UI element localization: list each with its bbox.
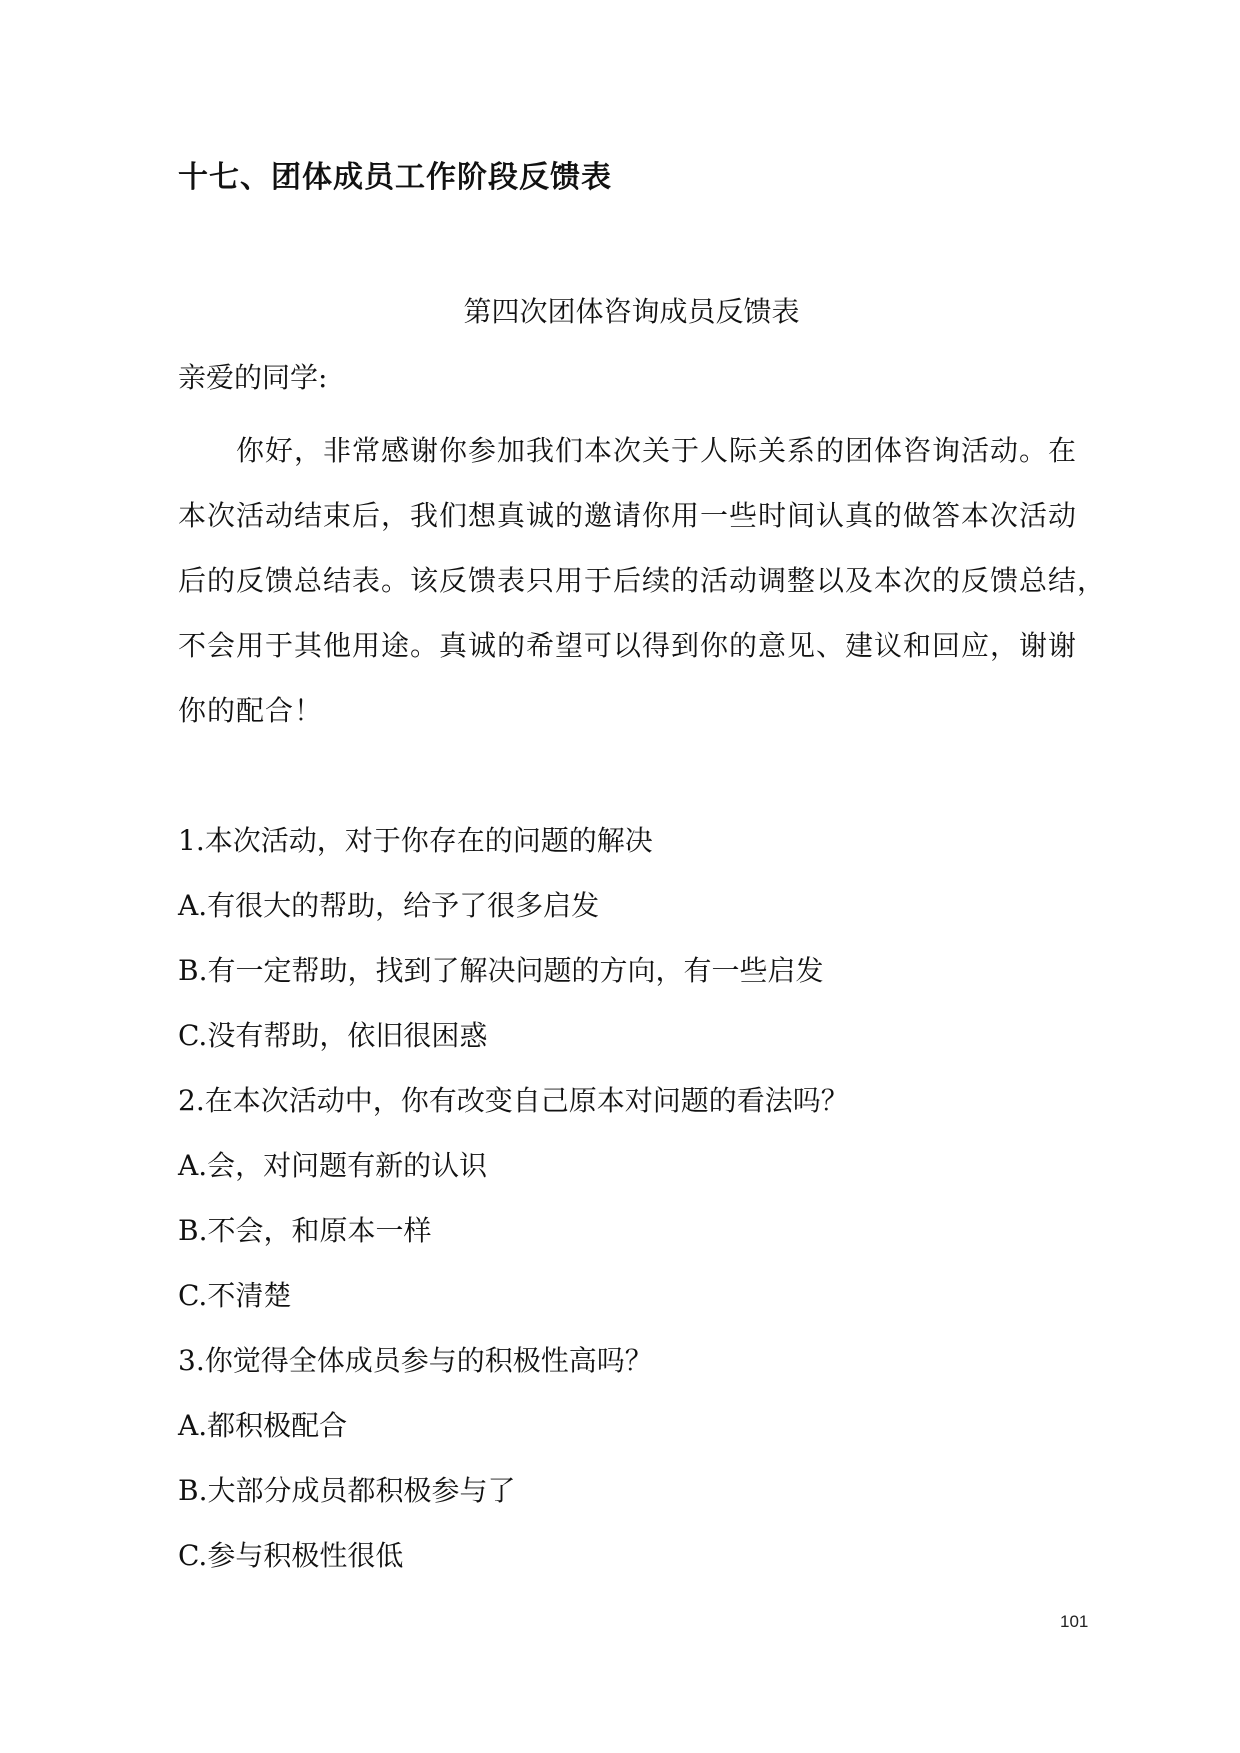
answer-option: A.都积极配合 [178,1409,348,1442]
answer-option: A.有很大的帮助，给予了很多启发 [178,889,600,922]
answer-option: C.没有帮助，依旧很困惑 [178,1019,488,1052]
question-item [178,1068,1085,1328]
question-list [178,808,1085,1588]
salutation: 亲爱的同学: [178,361,328,394]
answer-option: A.会，对问题有新的认识 [178,1149,488,1182]
intro-line: 后的反馈总结表。该反馈表只用于后续的活动调整以及本次的反馈总结， [178,564,1107,597]
question-item [178,1328,1085,1588]
question-item [178,808,1085,1068]
intro-line: 本次活动结束后，我们想真诚的邀请你用一些时间认真的做答本次活动 [178,499,1078,532]
answer-option: B.有一定帮助，找到了解决问题的方向，有一些启发 [178,954,824,987]
page-number: 101 [1060,1612,1089,1631]
question-text: 1.本次活动，对于你存在的问题的解决 [178,824,653,857]
section-heading: 十七、团体成员工作阶段反馈表 [178,160,612,195]
answer-option: C.不清楚 [178,1279,292,1312]
question-text: 2.在本次活动中，你有改变自己原本对问题的看法吗？ [178,1084,849,1117]
answer-option: B.不会，和原本一样 [178,1214,432,1247]
intro-line: 你的配合！ [178,694,324,727]
intro-paragraph [178,418,1107,743]
intro-line: 不会用于其他用途。真诚的希望可以得到你的意见、建议和回应，谢谢 [178,629,1078,662]
intro-line: 你好，非常感谢你参加我们本次关于人际关系的团体咨询活动。在 [178,434,1078,467]
question-text: 3.你觉得全体成员参与的积极性高吗？ [178,1344,653,1377]
form-title: 第四次团体咨询成员反馈表 [463,295,800,328]
answer-option: B.大部分成员都积极参与了 [178,1474,516,1507]
answer-option: C.参与积极性很低 [178,1539,404,1572]
